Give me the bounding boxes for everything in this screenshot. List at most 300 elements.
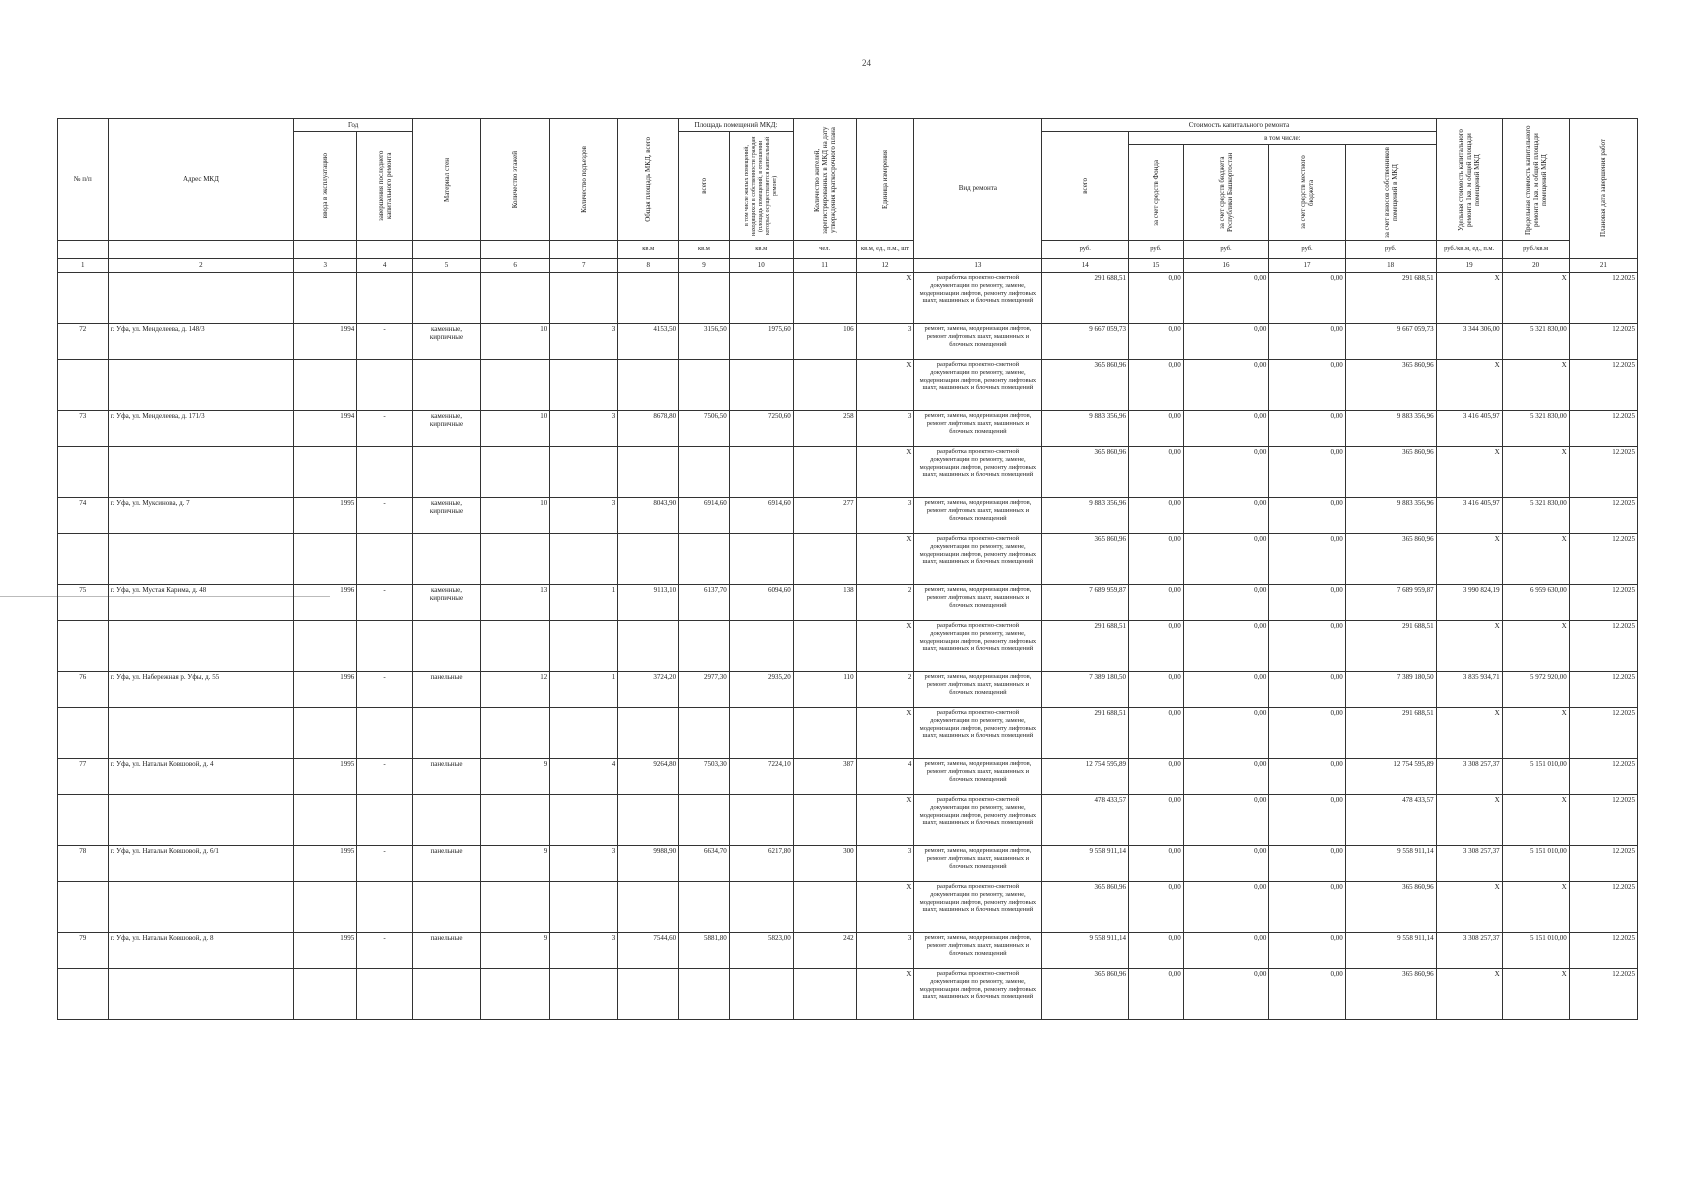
premises-area-cell: 2977,30: [679, 672, 730, 708]
residential-area-cell: [729, 708, 793, 759]
year-last-repair-cell: [357, 447, 413, 498]
cost-mb-cell: 0,00: [1269, 411, 1345, 447]
cost-rb-cell: 0,00: [1183, 534, 1269, 585]
h-incl: в том числе:: [1129, 132, 1437, 145]
year-last-repair-cell: -: [357, 759, 413, 795]
cost-mb-cell: 0,00: [1269, 846, 1345, 882]
table-row: [58, 324, 1638, 360]
h-premises: Площадь помещений МКД:: [679, 119, 794, 132]
address-cell: г. Уфа, ул. Натальи Ковшовой, д. 6/1: [108, 846, 294, 882]
residential-area-cell: 2935,20: [729, 672, 793, 708]
max-cost-cell: 5 151 010,00: [1502, 933, 1569, 969]
residents-cell: 258: [793, 411, 856, 447]
year-last-repair-cell: [357, 882, 413, 933]
row-number: 75: [58, 585, 109, 621]
address-cell: г. Уфа, ул. Натальи Ковшовой, д. 4: [108, 759, 294, 795]
row-number: [58, 969, 109, 1020]
total-area-cell: [618, 969, 679, 1020]
row-number: [58, 360, 109, 411]
address-cell: г. Уфа, ул. Мустая Карима, д. 48: [108, 585, 294, 621]
page-number: 24: [862, 58, 871, 68]
unit-qty-cell: 4: [856, 759, 914, 795]
year-last-repair-cell: -: [357, 933, 413, 969]
unit-18: руб.: [1345, 241, 1436, 259]
wall-material-cell: каменные, кирпичные: [412, 411, 480, 447]
cost-rb-cell: 0,00: [1183, 498, 1269, 534]
floors-cell: 13: [481, 585, 550, 621]
cost-rb-cell: 0,00: [1183, 846, 1269, 882]
cost-fund-cell: 0,00: [1129, 795, 1184, 846]
h-own: за счет взносов собственников помещений в МКД: [1345, 145, 1436, 241]
column-number: 6: [481, 259, 550, 273]
address-cell: [108, 621, 294, 672]
floors-cell: [481, 969, 550, 1020]
cost-mb-cell: 0,00: [1269, 273, 1345, 324]
total-area-cell: 7544,60: [618, 933, 679, 969]
residents-cell: 242: [793, 933, 856, 969]
floors-cell: [481, 534, 550, 585]
row-number: [58, 795, 109, 846]
column-number: 14: [1042, 259, 1129, 273]
cost-rb-cell: 0,00: [1183, 621, 1269, 672]
residents-cell: 387: [793, 759, 856, 795]
row-number: [58, 621, 109, 672]
entrances-cell: 1: [550, 585, 618, 621]
max-cost-cell: X: [1502, 273, 1569, 324]
year-last-repair-cell: -: [357, 324, 413, 360]
cost-mb-cell: 0,00: [1269, 534, 1345, 585]
residential-area-cell: [729, 534, 793, 585]
cost-fund-cell: 0,00: [1129, 621, 1184, 672]
entrances-cell: 1: [550, 672, 618, 708]
address-cell: [108, 795, 294, 846]
cost-mb-cell: 0,00: [1269, 795, 1345, 846]
floors-cell: 9: [481, 759, 550, 795]
cost-rb-cell: 0,00: [1183, 672, 1269, 708]
column-number: 16: [1183, 259, 1269, 273]
table-row: [58, 360, 1638, 411]
max-cost-cell: 5 151 010,00: [1502, 759, 1569, 795]
wall-material-cell: каменные, кирпичные: [412, 585, 480, 621]
residents-cell: [793, 708, 856, 759]
unit-cost-cell: 3 835 934,71: [1436, 672, 1502, 708]
column-number: 12: [856, 259, 914, 273]
address-cell: г. Уфа, ул. Натальи Ковшовой, д. 8: [108, 933, 294, 969]
h-work-type: Вид ремонта: [914, 119, 1042, 259]
total-area-cell: [618, 534, 679, 585]
h-fund: за счет средств Фонда: [1129, 145, 1184, 241]
max-cost-cell: X: [1502, 621, 1569, 672]
unit-12: кв.м, ед., п.м., шт: [856, 241, 914, 259]
row-number: [58, 273, 109, 324]
address-cell: [108, 534, 294, 585]
unit-cost-cell: X: [1436, 795, 1502, 846]
cost-total-cell: 365 860,96: [1042, 534, 1129, 585]
units-row: [58, 241, 1638, 259]
row-number: 78: [58, 846, 109, 882]
residential-area-cell: [729, 447, 793, 498]
year-last-repair-cell: [357, 273, 413, 324]
column-number: 19: [1436, 259, 1502, 273]
max-cost-cell: 5 151 010,00: [1502, 846, 1569, 882]
max-cost-cell: 5 972 920,00: [1502, 672, 1569, 708]
table-row: [58, 411, 1638, 447]
cost-owners-cell: 9 883 356,96: [1345, 498, 1436, 534]
entrances-cell: [550, 621, 618, 672]
column-numbers-row: [58, 259, 1638, 273]
cost-owners-cell: 365 860,96: [1345, 969, 1436, 1020]
year-last-repair-cell: [357, 621, 413, 672]
year-built-cell: 1995: [294, 759, 357, 795]
entrances-cell: [550, 795, 618, 846]
h-max-cost: Предельная стоимость капитального ремонта 1кв. м общей площади помещений МКД: [1502, 119, 1569, 241]
residential-area-cell: 7250,60: [729, 411, 793, 447]
year-last-repair-cell: [357, 708, 413, 759]
table-row: [58, 447, 1638, 498]
total-area-cell: [618, 273, 679, 324]
wall-material-cell: [412, 621, 480, 672]
deadline-cell: 12.2025: [1569, 447, 1637, 498]
cost-owners-cell: 9 883 356,96: [1345, 411, 1436, 447]
cost-owners-cell: 291 688,51: [1345, 708, 1436, 759]
entrances-cell: 3: [550, 498, 618, 534]
address-cell: [108, 447, 294, 498]
cost-fund-cell: 0,00: [1129, 324, 1184, 360]
column-number: 2: [108, 259, 294, 273]
wall-material-cell: панельные: [412, 672, 480, 708]
year-built-cell: 1996: [294, 585, 357, 621]
deadline-cell: 12.2025: [1569, 882, 1637, 933]
capital-repair-table: [57, 118, 1638, 1020]
row-number: 79: [58, 933, 109, 969]
total-area-cell: [618, 621, 679, 672]
cost-mb-cell: 0,00: [1269, 882, 1345, 933]
entrances-cell: [550, 447, 618, 498]
unit-qty-cell: X: [856, 882, 914, 933]
work-type-cell: ремонт, замена, модернизация лифтов, ремонт лифтовых шахт, машинных и блочных помещений: [914, 672, 1042, 708]
year-built-cell: 1996: [294, 672, 357, 708]
max-cost-cell: X: [1502, 360, 1569, 411]
entrances-cell: 3: [550, 846, 618, 882]
work-type-cell: ремонт, замена, модернизация лифтов, ремонт лифтовых шахт, машинных и блочных помещений: [914, 498, 1042, 534]
cost-owners-cell: 365 860,96: [1345, 360, 1436, 411]
table-row: [58, 273, 1638, 324]
residents-cell: [793, 621, 856, 672]
table-row: [58, 621, 1638, 672]
premises-area-cell: [679, 969, 730, 1020]
unit-qty-cell: 2: [856, 672, 914, 708]
h-year-last: завершения последнего капитального ремонта: [357, 132, 413, 241]
work-type-cell: ремонт, замена, модернизация лифтов, ремонт лифтовых шахт, машинных и блочных помещений: [914, 846, 1042, 882]
premises-area-cell: 7506,50: [679, 411, 730, 447]
unit-qty-cell: 2: [856, 585, 914, 621]
wall-material-cell: [412, 273, 480, 324]
cost-total-cell: 365 860,96: [1042, 447, 1129, 498]
residents-cell: [793, 534, 856, 585]
unit-14: руб.: [1042, 241, 1129, 259]
row-number: 74: [58, 498, 109, 534]
deadline-cell: 12.2025: [1569, 933, 1637, 969]
residential-area-cell: [729, 273, 793, 324]
unit-qty-cell: X: [856, 708, 914, 759]
max-cost-cell: X: [1502, 534, 1569, 585]
floors-cell: [481, 882, 550, 933]
table-row: [58, 672, 1638, 708]
deadline-cell: 12.2025: [1569, 708, 1637, 759]
unit-qty-cell: 3: [856, 846, 914, 882]
total-area-cell: [618, 882, 679, 933]
residential-area-cell: [729, 795, 793, 846]
year-built-cell: 1995: [294, 498, 357, 534]
unit-20: руб./кв.м: [1502, 241, 1569, 259]
deadline-cell: 12.2025: [1569, 534, 1637, 585]
max-cost-cell: 6 959 630,00: [1502, 585, 1569, 621]
table-row: [58, 933, 1638, 969]
column-number: 1: [58, 259, 109, 273]
address-cell: [108, 273, 294, 324]
cost-mb-cell: 0,00: [1269, 324, 1345, 360]
residential-area-cell: [729, 882, 793, 933]
residential-area-cell: 1975,60: [729, 324, 793, 360]
premises-area-cell: 3156,50: [679, 324, 730, 360]
max-cost-cell: 5 321 830,00: [1502, 411, 1569, 447]
floors-cell: 10: [481, 324, 550, 360]
wall-material-cell: [412, 360, 480, 411]
year-last-repair-cell: -: [357, 411, 413, 447]
cost-mb-cell: 0,00: [1269, 969, 1345, 1020]
residential-area-cell: [729, 621, 793, 672]
h-total-area: Общая площадь МКД, всего: [618, 119, 679, 241]
floors-cell: [481, 273, 550, 324]
h-cost-total: всего: [1042, 132, 1129, 241]
unit-qty-cell: X: [856, 969, 914, 1020]
total-area-cell: 3724,20: [618, 672, 679, 708]
work-type-cell: ремонт, замена, модернизация лифтов, ремонт лифтовых шахт, машинных и блочных помещений: [914, 585, 1042, 621]
cost-total-cell: 7 689 959,87: [1042, 585, 1129, 621]
cost-rb-cell: 0,00: [1183, 411, 1269, 447]
unit-11: чел.: [793, 241, 856, 259]
h-entrances: Количество подъездов: [550, 119, 618, 241]
unit-qty-cell: X: [856, 360, 914, 411]
premises-area-cell: 5881,80: [679, 933, 730, 969]
entrances-cell: 4: [550, 759, 618, 795]
cost-fund-cell: 0,00: [1129, 534, 1184, 585]
year-built-cell: 1994: [294, 411, 357, 447]
floors-cell: [481, 708, 550, 759]
column-number: 8: [618, 259, 679, 273]
cost-mb-cell: 0,00: [1269, 759, 1345, 795]
entrances-cell: 3: [550, 411, 618, 447]
wall-material-cell: панельные: [412, 846, 480, 882]
total-area-cell: [618, 360, 679, 411]
cost-total-cell: 9 558 911,14: [1042, 846, 1129, 882]
premises-area-cell: [679, 795, 730, 846]
deadline-cell: 12.2025: [1569, 324, 1637, 360]
unit-qty-cell: X: [856, 534, 914, 585]
unit-cost-cell: X: [1436, 882, 1502, 933]
h-year-built: ввода в эксплуатацию: [294, 132, 357, 241]
deadline-cell: 12.2025: [1569, 621, 1637, 672]
deadline-cell: 12.2025: [1569, 273, 1637, 324]
cost-total-cell: 9 883 356,96: [1042, 411, 1129, 447]
year-built-cell: [294, 708, 357, 759]
deadline-cell: 12.2025: [1569, 672, 1637, 708]
max-cost-cell: X: [1502, 882, 1569, 933]
residential-area-cell: 7224,10: [729, 759, 793, 795]
residents-cell: 300: [793, 846, 856, 882]
table-row: [58, 969, 1638, 1020]
residents-cell: [793, 447, 856, 498]
row-number: [58, 882, 109, 933]
table-row: [58, 759, 1638, 795]
floors-cell: 9: [481, 846, 550, 882]
h-prem-res: в том числе жилых помещений, находящихся в собственности граждан (площадь помещений, в отношении которых осуществляется капитальный ремонт): [729, 132, 793, 241]
work-type-cell: ремонт, замена, модернизация лифтов, ремонт лифтовых шахт, машинных и блочных помещений: [914, 324, 1042, 360]
cost-owners-cell: 9 558 911,14: [1345, 933, 1436, 969]
year-built-cell: [294, 969, 357, 1020]
entrances-cell: 3: [550, 933, 618, 969]
h-residents: Количество жителей, зарегистрированных в МКД на дату утверждения краткосрочного плана: [793, 119, 856, 241]
cost-rb-cell: 0,00: [1183, 759, 1269, 795]
h-cost: Стоимость капитального ремонта: [1042, 119, 1436, 132]
cost-fund-cell: 0,00: [1129, 672, 1184, 708]
unit-qty-cell: 3: [856, 498, 914, 534]
year-built-cell: 1994: [294, 324, 357, 360]
unit-9: кв.м: [679, 241, 730, 259]
cost-fund-cell: 0,00: [1129, 846, 1184, 882]
h-deadline: Плановая дата завершения работ: [1569, 119, 1637, 259]
table-row: [58, 846, 1638, 882]
cost-fund-cell: 0,00: [1129, 447, 1184, 498]
premises-area-cell: [679, 621, 730, 672]
premises-area-cell: 6634,70: [679, 846, 730, 882]
cost-owners-cell: 365 860,96: [1345, 534, 1436, 585]
table-row: [58, 534, 1638, 585]
residential-area-cell: 6094,60: [729, 585, 793, 621]
floors-cell: [481, 621, 550, 672]
row-number: [58, 708, 109, 759]
cost-rb-cell: 0,00: [1183, 585, 1269, 621]
unit-qty-cell: X: [856, 273, 914, 324]
cost-total-cell: 291 688,51: [1042, 708, 1129, 759]
max-cost-cell: X: [1502, 708, 1569, 759]
deadline-cell: 12.2025: [1569, 969, 1637, 1020]
column-number: 7: [550, 259, 618, 273]
row-number: 72: [58, 324, 109, 360]
unit-16: руб.: [1183, 241, 1269, 259]
cost-fund-cell: 0,00: [1129, 360, 1184, 411]
column-number: 20: [1502, 259, 1569, 273]
cost-owners-cell: 291 688,51: [1345, 621, 1436, 672]
deadline-cell: 12.2025: [1569, 795, 1637, 846]
cost-rb-cell: 0,00: [1183, 882, 1269, 933]
unit-cost-cell: 3 990 824,19: [1436, 585, 1502, 621]
work-type-cell: разработка проектно-сметной документации по ремонту, замене, модернизации лифтов, ремонту лифтовых шахт, машинных и блочных помещений: [914, 447, 1042, 498]
year-built-cell: [294, 360, 357, 411]
unit-cost-cell: 3 416 405,97: [1436, 498, 1502, 534]
residents-cell: 138: [793, 585, 856, 621]
entrances-cell: [550, 273, 618, 324]
cost-rb-cell: 0,00: [1183, 447, 1269, 498]
unit-19: руб./кв.м, ед., п.м.: [1436, 241, 1502, 259]
deadline-cell: 12.2025: [1569, 846, 1637, 882]
cost-mb-cell: 0,00: [1269, 933, 1345, 969]
cost-mb-cell: 0,00: [1269, 621, 1345, 672]
residents-cell: [793, 360, 856, 411]
cost-total-cell: 9 558 911,14: [1042, 933, 1129, 969]
total-area-cell: 9264,80: [618, 759, 679, 795]
residents-cell: [793, 882, 856, 933]
column-number: 11: [793, 259, 856, 273]
total-area-cell: [618, 795, 679, 846]
deadline-cell: 12.2025: [1569, 759, 1637, 795]
cost-owners-cell: 12 754 595,89: [1345, 759, 1436, 795]
cost-rb-cell: 0,00: [1183, 324, 1269, 360]
column-number: 17: [1269, 259, 1345, 273]
cost-rb-cell: 0,00: [1183, 360, 1269, 411]
premises-area-cell: [679, 447, 730, 498]
floors-cell: 12: [481, 672, 550, 708]
column-number: 5: [412, 259, 480, 273]
cost-total-cell: 365 860,96: [1042, 969, 1129, 1020]
cost-owners-cell: 291 688,51: [1345, 273, 1436, 324]
entrances-cell: [550, 534, 618, 585]
wall-material-cell: [412, 882, 480, 933]
year-built-cell: [294, 795, 357, 846]
row-number: 76: [58, 672, 109, 708]
total-area-cell: 8678,80: [618, 411, 679, 447]
cost-fund-cell: 0,00: [1129, 933, 1184, 969]
unit-8: кв.м: [618, 241, 679, 259]
wall-material-cell: [412, 534, 480, 585]
total-area-cell: 9988,90: [618, 846, 679, 882]
h-unit: Единица измерения: [856, 119, 914, 241]
unit-qty-cell: X: [856, 795, 914, 846]
work-type-cell: разработка проектно-сметной документации по ремонту, замене, модернизации лифтов, ремонту лифтовых шахт, машинных и блочных помещений: [914, 534, 1042, 585]
residential-area-cell: 5823,00: [729, 933, 793, 969]
max-cost-cell: 5 321 830,00: [1502, 324, 1569, 360]
h-walls: Материал стен: [412, 119, 480, 241]
cost-total-cell: 12 754 595,89: [1042, 759, 1129, 795]
h-num: № п/п: [58, 119, 109, 241]
unit-cost-cell: X: [1436, 447, 1502, 498]
table-body: [58, 273, 1638, 1020]
cost-mb-cell: 0,00: [1269, 498, 1345, 534]
wall-material-cell: [412, 969, 480, 1020]
premises-area-cell: [679, 534, 730, 585]
work-type-cell: разработка проектно-сметной документации по ремонту, замене, модернизации лифтов, ремонту лифтовых шахт, машинных и блочных помещений: [914, 708, 1042, 759]
column-number: 13: [914, 259, 1042, 273]
cost-rb-cell: 0,00: [1183, 273, 1269, 324]
cost-owners-cell: 9 667 059,73: [1345, 324, 1436, 360]
total-area-cell: 4153,50: [618, 324, 679, 360]
unit-qty-cell: X: [856, 447, 914, 498]
unit-cost-cell: 3 308 257,37: [1436, 846, 1502, 882]
wall-material-cell: панельные: [412, 759, 480, 795]
address-cell: г. Уфа, ул. Менделеева, д. 171/3: [108, 411, 294, 447]
work-type-cell: разработка проектно-сметной документации по ремонту, замене, модернизации лифтов, ремонту лифтовых шахт, машинных и блочных помещений: [914, 273, 1042, 324]
unit-qty-cell: 3: [856, 933, 914, 969]
unit-cost-cell: X: [1436, 969, 1502, 1020]
total-area-cell: 8043,90: [618, 498, 679, 534]
header-row-1: [58, 119, 1638, 132]
year-last-repair-cell: -: [357, 585, 413, 621]
cost-fund-cell: 0,00: [1129, 708, 1184, 759]
table-row: [58, 585, 1638, 621]
floors-cell: 10: [481, 498, 550, 534]
cost-owners-cell: 365 860,96: [1345, 447, 1436, 498]
cost-total-cell: 291 688,51: [1042, 621, 1129, 672]
